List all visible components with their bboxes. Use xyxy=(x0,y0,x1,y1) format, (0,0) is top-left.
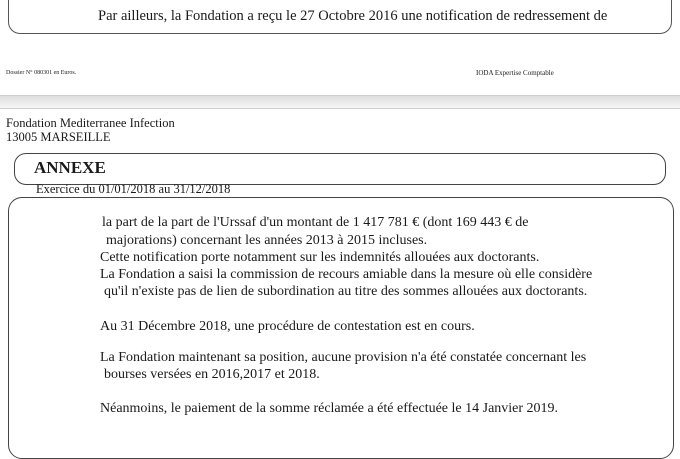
body-line-6: Au 31 Décembre 2018, une procédure de contestation est en cours. xyxy=(100,319,475,334)
body-line-7: La Fondation maintenant sa position, aucune provision n'a été constatée concernant les xyxy=(100,350,587,365)
body-line-8: bourses versées en 2016,2017 et 2018. xyxy=(104,367,320,382)
body-line-4: La Fondation a saisi la commission de recours amiable dans la mesure où elle considère xyxy=(100,267,593,282)
previous-page-text: Par ailleurs, la Fondation a reçu le 27 Octobre 2016 une notification de redressement de xyxy=(98,8,608,24)
body-line-9: Néanmoins, le paiement de la somme réclamée a été effectuée le 14 Janvier 2019. xyxy=(100,401,559,416)
organization-city: 13005 MARSEILLE xyxy=(6,130,111,144)
body-line-3: Cette notification porte notamment sur les indemnités allouées aux doctorants. xyxy=(100,250,540,265)
body-line-5: qu'il n'existe pas de lien de subordination au titre des sommes allouées aux doctorants. xyxy=(104,284,588,299)
exercice-period: Exercice du 01/01/2018 au 31/12/2018 xyxy=(36,182,231,196)
body-line-2: majorations) concernant les années 2013 à 2015 incluses. xyxy=(106,233,428,248)
annexe-title: ANNEXE xyxy=(34,158,106,177)
annexe-header-box xyxy=(14,153,666,185)
body-line-1: la part de la part de l'Urssaf d'un montant de 1 417 781 € (dont 169 443 € de xyxy=(102,215,529,230)
footer-accountant: IODA Expertise Comptable xyxy=(476,69,554,77)
footer-dossier: Dossier N° 080301 en Euros. xyxy=(6,70,77,76)
organization-name: Fondation Mediterranee Infection xyxy=(6,116,175,130)
page-break xyxy=(0,95,680,109)
